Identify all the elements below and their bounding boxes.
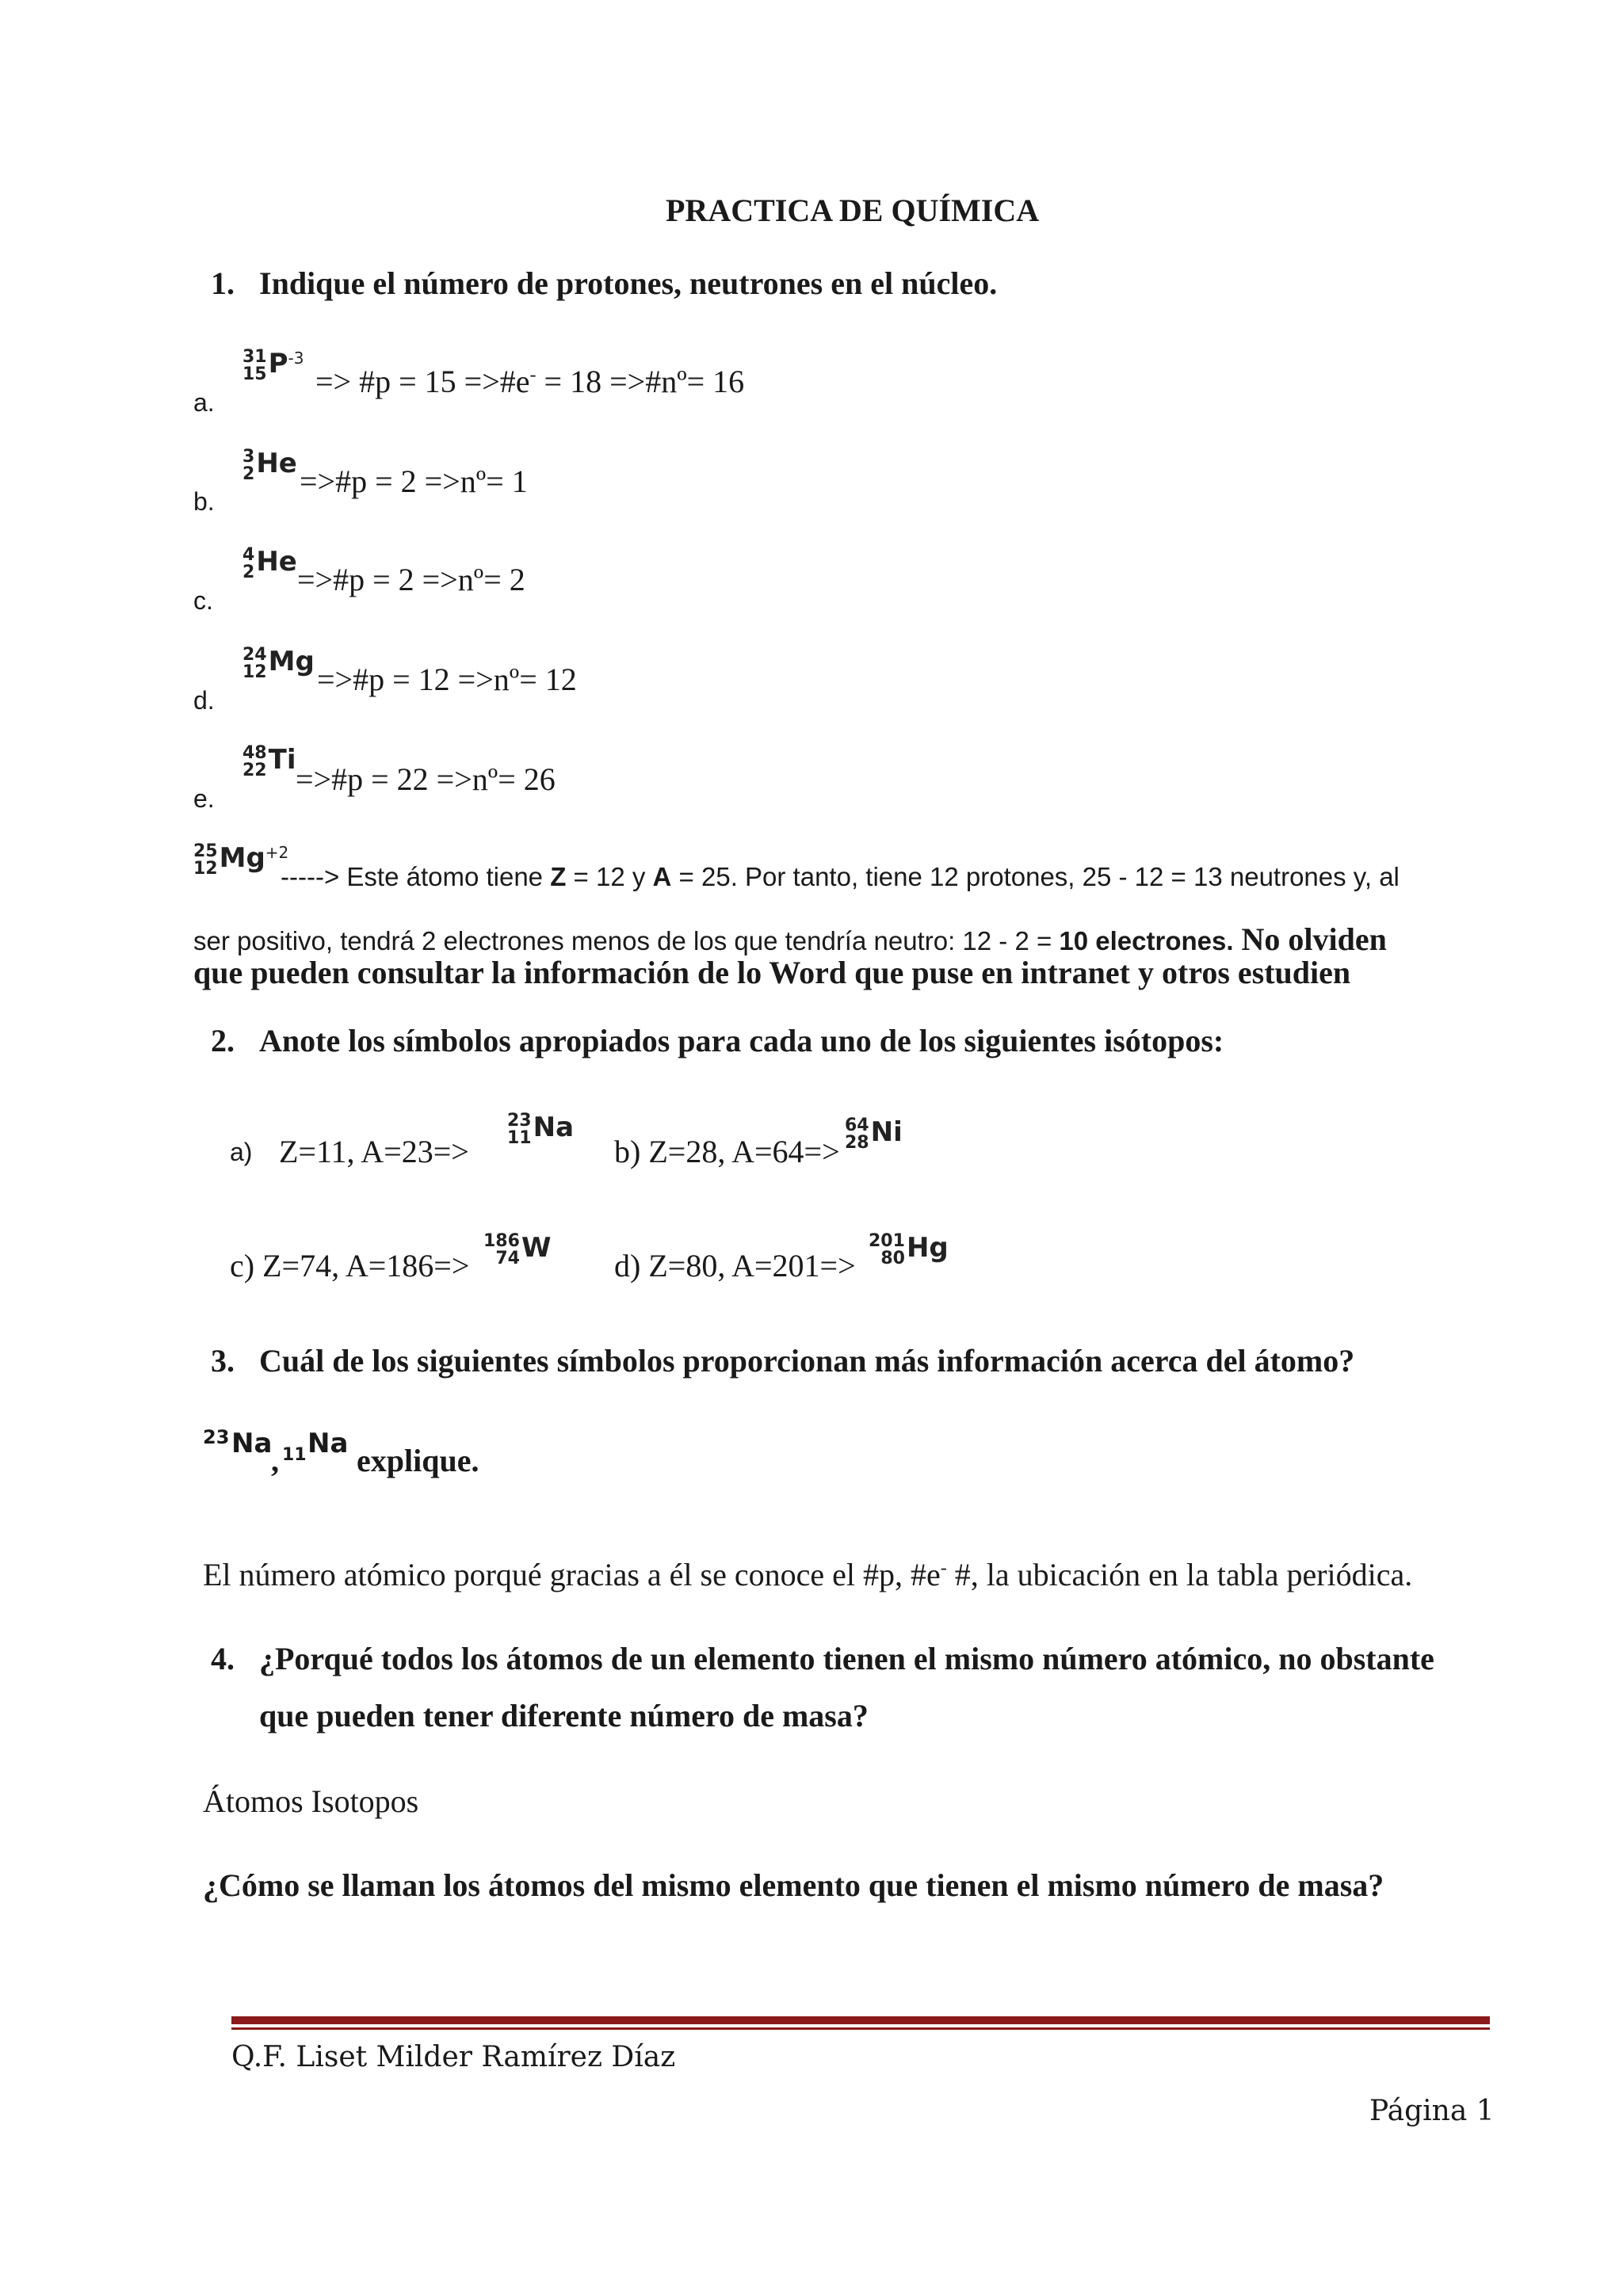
isotope-w-186: 186 74 W (483, 1231, 552, 1268)
q1-e-answer: =>#p = 22 =>nº= 26 (296, 761, 556, 797)
isotope-mg-25: 25 12 Mg+2 (193, 841, 289, 879)
isotope-he-3: 3 2 He (242, 447, 297, 484)
q3-comma: , (271, 1443, 279, 1478)
isotope-na-23: 23 11 Na (507, 1111, 575, 1148)
isotope-mg-24: 24 12 Mg (242, 645, 315, 682)
q3-explique: explique. (357, 1443, 479, 1478)
q3-sym1-mass: 23 (203, 1426, 230, 1448)
q2-d-text: d) Z=80, A=201=> (614, 1248, 856, 1283)
q2-a-label: a) (230, 1138, 253, 1166)
example-line-3: que pueden consultar la información de lo Word que puse en intranet y otros estudien (193, 955, 1351, 990)
q1-d-label: d. (193, 686, 215, 715)
q3-number: 3. (211, 1343, 235, 1379)
q1-b-answer: =>#p = 2 =>nº= 1 (300, 463, 528, 499)
footer-rule-thin (231, 2027, 1490, 2030)
isotope-hg-201: 201 80 Hg (869, 1231, 949, 1268)
example-line-2: ser positivo, tendrá 2 electrones menos de los que tendría neutro: 12 - 2 = 10 electrones. No olviden (193, 921, 1387, 957)
q1-number: 1. (211, 265, 235, 301)
isotope-ni-64: 64 28 Ni (845, 1116, 903, 1153)
q1-c-label: c. (193, 586, 213, 615)
q3-text: Cuál de los siguientes símbolos proporcionan más información acerca del átomo? (259, 1343, 1355, 1379)
page-title: PRACTICA DE QUÍMICA (666, 193, 1040, 228)
q1-b-label: b. (193, 487, 215, 516)
q1-text: Indique el número de protones, neutrones en el núcleo. (259, 265, 998, 301)
footer-rule-thick (231, 2016, 1490, 2024)
q4-line-2: que pueden tener diferente número de masa? (259, 1698, 869, 1733)
q3-sym1: Na (231, 1428, 273, 1459)
q2-c-text: c) Z=74, A=186=> (230, 1248, 470, 1283)
q1-e-label: e. (193, 784, 215, 813)
q3-answer: El número atómico porqué gracias a él se conoce el #p, #e- #, la ubicación en la tabla periódica. (203, 1557, 1413, 1592)
q4-answer: Átomos Isotopos (203, 1783, 419, 1819)
q2-number: 2. (211, 1023, 235, 1058)
q1-a-answer: => #p = 15 =>#e- = 18 =>#nº= 16 (315, 364, 745, 399)
q1-c-answer: =>#p = 2 =>nº= 2 (297, 562, 525, 597)
footer-author: Q.F. Liset Milder Ramírez Díaz (231, 2041, 676, 2073)
q3-sym2-atomic: 11 (282, 1445, 307, 1465)
example-line-1: -----> Este átomo tiene Z = 12 y A = 25. Por tanto, tiene 12 protones, 25 - 12 = 13 neutrones y, al (281, 862, 1400, 891)
q2-a-text: Z=11, A=23=> (279, 1134, 469, 1169)
q4-number: 4. (211, 1641, 235, 1676)
isotope-p-31: 31 15 P-3 (242, 347, 304, 384)
q2-text: Anote los símbolos apropiados para cada uno de los siguientes isótopos: (259, 1023, 1224, 1058)
q2-b-text: b) Z=28, A=64=> (614, 1134, 840, 1169)
q4-line-1: ¿Porqué todos los átomos de un elemento tienen el mismo número atómico, no obstante (259, 1641, 1434, 1676)
q1-a-label: a. (193, 388, 215, 417)
q3-sym2: Na (307, 1428, 349, 1459)
q5-text: ¿Cómo se llaman los átomos del mismo elemento que tienen el mismo número de masa? (203, 1867, 1384, 1903)
q1-d-answer: =>#p = 12 =>nº= 12 (317, 662, 577, 697)
isotope-he-4: 4 2 He (242, 545, 297, 582)
page-number: Página 1 (1369, 2095, 1495, 2127)
isotope-ti-48: 48 22 Ti (242, 743, 296, 780)
